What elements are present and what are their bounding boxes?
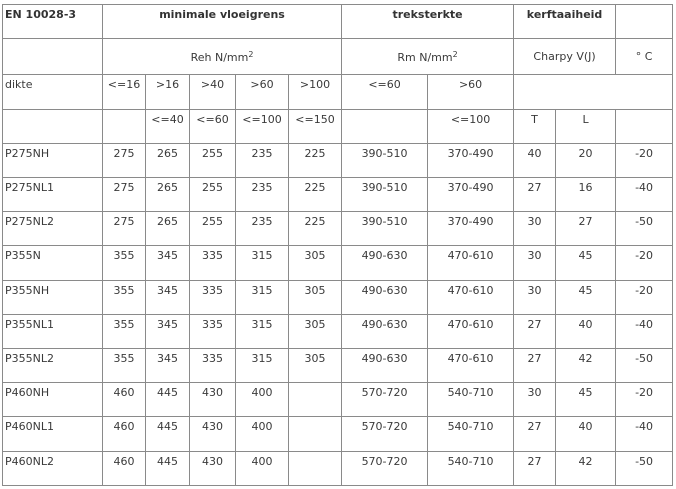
cell-test-temperature: -20 <box>616 383 673 417</box>
cell-reh-60-100: 315 <box>236 246 289 280</box>
cell-charpy-t: 27 <box>514 417 556 451</box>
table-row <box>3 417 673 451</box>
cell-reh-60-100: 315 <box>236 314 289 348</box>
cell-reh-40-60: 335 <box>190 246 236 280</box>
cell-test-temperature: -40 <box>616 314 673 348</box>
cell-grade: P355NH <box>3 280 103 314</box>
cell-charpy-t: 27 <box>514 178 556 212</box>
table-row <box>3 451 673 485</box>
empty-cell <box>616 109 673 143</box>
cell-rm-le60: 390-510 <box>342 143 428 177</box>
cell-reh-40-60: 430 <box>190 383 236 417</box>
cell-reh-16-40: 445 <box>146 451 190 485</box>
standard-title: EN 10028-3 <box>3 5 103 39</box>
cell-charpy-t: 30 <box>514 280 556 314</box>
thickness-from: >100 <box>289 75 342 109</box>
cell-test-temperature: -50 <box>616 349 673 383</box>
unit-rm-text: Rm N/mm <box>397 50 453 64</box>
cell-reh-100-150: 305 <box>289 349 342 383</box>
cell-charpy-l: 45 <box>556 383 616 417</box>
cell-reh-40-60: 430 <box>190 451 236 485</box>
empty-cell <box>3 39 103 75</box>
cell-charpy-l: 45 <box>556 246 616 280</box>
header-row-units <box>3 39 673 75</box>
cell-reh-40-60: 430 <box>190 417 236 451</box>
cell-reh-100-150: 305 <box>289 246 342 280</box>
cell-reh-16-40: 265 <box>146 143 190 177</box>
cell-charpy-t: 30 <box>514 246 556 280</box>
cell-rm-le60: 390-510 <box>342 178 428 212</box>
table-row <box>3 349 673 383</box>
cell-rm-le60: 490-630 <box>342 280 428 314</box>
cell-reh-100-150: 305 <box>289 280 342 314</box>
thickness-from: >40 <box>190 75 236 109</box>
cell-test-temperature: -40 <box>616 178 673 212</box>
table-row <box>3 314 673 348</box>
cell-charpy-l: 40 <box>556 314 616 348</box>
steel-properties-table <box>2 4 673 486</box>
cell-rm-le60: 490-630 <box>342 314 428 348</box>
cell-reh-100-150: 225 <box>289 178 342 212</box>
group-impact-toughness: kerftaaiheid <box>514 5 616 39</box>
cell-rm-le60: 390-510 <box>342 212 428 246</box>
table-row <box>3 212 673 246</box>
cell-charpy-l: 16 <box>556 178 616 212</box>
cell-reh-40-60: 335 <box>190 349 236 383</box>
cell-reh-40-60: 335 <box>190 280 236 314</box>
thickness-from: <=60 <box>342 75 428 109</box>
cell-rm-60-100: 470-610 <box>428 314 514 348</box>
unit-rm-sup: 2 <box>452 49 458 59</box>
cell-charpy-l: 20 <box>556 143 616 177</box>
thickness-to <box>342 109 428 143</box>
thickness-to: <=40 <box>146 109 190 143</box>
cell-grade: P275NL1 <box>3 178 103 212</box>
cell-reh-le16: 355 <box>103 246 146 280</box>
thickness-to <box>103 109 146 143</box>
cell-reh-16-40: 265 <box>146 178 190 212</box>
cell-charpy-t: 27 <box>514 451 556 485</box>
cell-reh-100-150: 305 <box>289 314 342 348</box>
table-row <box>3 143 673 177</box>
cell-rm-60-100: 470-610 <box>428 280 514 314</box>
cell-rm-60-100: 540-710 <box>428 383 514 417</box>
cell-grade: P275NL2 <box>3 212 103 246</box>
cell-rm-60-100: 470-610 <box>428 349 514 383</box>
cell-reh-le16: 355 <box>103 280 146 314</box>
thickness-to: <=60 <box>190 109 236 143</box>
cell-reh-60-100: 315 <box>236 349 289 383</box>
cell-reh-60-100: 315 <box>236 280 289 314</box>
empty-cell <box>514 75 673 109</box>
cell-grade: P460NL2 <box>3 451 103 485</box>
cell-reh-100-150: 225 <box>289 143 342 177</box>
unit-reh-text: Reh N/mm <box>190 50 249 64</box>
cell-reh-60-100: 235 <box>236 178 289 212</box>
cell-test-temperature: -50 <box>616 212 673 246</box>
cell-charpy-t: 30 <box>514 383 556 417</box>
cell-test-temperature: -20 <box>616 143 673 177</box>
cell-test-temperature: -20 <box>616 246 673 280</box>
cell-reh-100-150 <box>289 383 342 417</box>
cell-rm-le60: 570-720 <box>342 417 428 451</box>
cell-reh-60-100: 400 <box>236 451 289 485</box>
cell-test-temperature: -40 <box>616 417 673 451</box>
cell-rm-le60: 570-720 <box>342 451 428 485</box>
table-row <box>3 383 673 417</box>
cell-rm-60-100: 540-710 <box>428 417 514 451</box>
table-row <box>3 178 673 212</box>
empty-cell <box>3 109 103 143</box>
cell-rm-60-100: 370-490 <box>428 143 514 177</box>
cell-charpy-t: 27 <box>514 349 556 383</box>
cell-rm-60-100: 540-710 <box>428 451 514 485</box>
cell-reh-60-100: 235 <box>236 212 289 246</box>
cell-reh-16-40: 265 <box>146 212 190 246</box>
cell-reh-16-40: 445 <box>146 383 190 417</box>
cell-reh-16-40: 445 <box>146 417 190 451</box>
cell-reh-le16: 460 <box>103 383 146 417</box>
cell-reh-16-40: 345 <box>146 314 190 348</box>
cell-charpy-t: 27 <box>514 314 556 348</box>
cell-reh-le16: 275 <box>103 178 146 212</box>
cell-reh-le16: 460 <box>103 451 146 485</box>
cell-reh-40-60: 255 <box>190 143 236 177</box>
cell-charpy-l: 42 <box>556 349 616 383</box>
thickness-from: >60 <box>236 75 289 109</box>
cell-reh-le16: 355 <box>103 349 146 383</box>
cell-rm-le60: 490-630 <box>342 246 428 280</box>
empty-cell <box>616 5 673 39</box>
cell-reh-40-60: 335 <box>190 314 236 348</box>
cell-rm-60-100: 470-610 <box>428 246 514 280</box>
table-row <box>3 280 673 314</box>
unit-rm <box>342 39 514 75</box>
table-row <box>3 246 673 280</box>
cell-reh-60-100: 400 <box>236 417 289 451</box>
thickness-to: <=100 <box>428 109 514 143</box>
cell-charpy-t: 30 <box>514 212 556 246</box>
header-row-thickness-from <box>3 75 673 109</box>
cell-grade: P460NL1 <box>3 417 103 451</box>
cell-reh-100-150: 225 <box>289 212 342 246</box>
cell-grade: P275NH <box>3 143 103 177</box>
header-row-thickness-to <box>3 109 673 143</box>
thickness-from: >16 <box>146 75 190 109</box>
direction-l: L <box>556 109 616 143</box>
thickness-to: <=100 <box>236 109 289 143</box>
cell-rm-le60: 490-630 <box>342 349 428 383</box>
cell-reh-16-40: 345 <box>146 246 190 280</box>
cell-grade: P355NL2 <box>3 349 103 383</box>
unit-reh-sup: 2 <box>248 49 254 59</box>
cell-rm-60-100: 370-490 <box>428 212 514 246</box>
group-tensile-strength: treksterkte <box>342 5 514 39</box>
unit-reh <box>103 39 342 75</box>
cell-reh-16-40: 345 <box>146 280 190 314</box>
unit-charpy: Charpy V(J) <box>514 39 616 75</box>
direction-t: T <box>514 109 556 143</box>
cell-reh-40-60: 255 <box>190 212 236 246</box>
cell-reh-60-100: 400 <box>236 383 289 417</box>
header-row-groups <box>3 5 673 39</box>
cell-rm-le60: 570-720 <box>342 383 428 417</box>
cell-reh-le16: 275 <box>103 212 146 246</box>
thickness-from: <=16 <box>103 75 146 109</box>
cell-reh-100-150 <box>289 451 342 485</box>
cell-reh-16-40: 345 <box>146 349 190 383</box>
cell-reh-100-150 <box>289 417 342 451</box>
thickness-from: >60 <box>428 75 514 109</box>
cell-reh-le16: 355 <box>103 314 146 348</box>
thickness-to: <=150 <box>289 109 342 143</box>
cell-rm-60-100: 370-490 <box>428 178 514 212</box>
cell-charpy-l: 45 <box>556 280 616 314</box>
cell-reh-le16: 460 <box>103 417 146 451</box>
cell-reh-60-100: 235 <box>236 143 289 177</box>
cell-test-temperature: -50 <box>616 451 673 485</box>
cell-grade: P355NL1 <box>3 314 103 348</box>
cell-test-temperature: -20 <box>616 280 673 314</box>
cell-reh-le16: 275 <box>103 143 146 177</box>
cell-charpy-l: 40 <box>556 417 616 451</box>
cell-charpy-l: 42 <box>556 451 616 485</box>
thickness-label: dikte <box>3 75 103 109</box>
cell-reh-40-60: 255 <box>190 178 236 212</box>
cell-charpy-t: 40 <box>514 143 556 177</box>
cell-charpy-l: 27 <box>556 212 616 246</box>
unit-temperature: ° C <box>616 39 673 75</box>
cell-grade: P355N <box>3 246 103 280</box>
cell-grade: P460NH <box>3 383 103 417</box>
group-yield-strength: minimale vloeigrens <box>103 5 342 39</box>
